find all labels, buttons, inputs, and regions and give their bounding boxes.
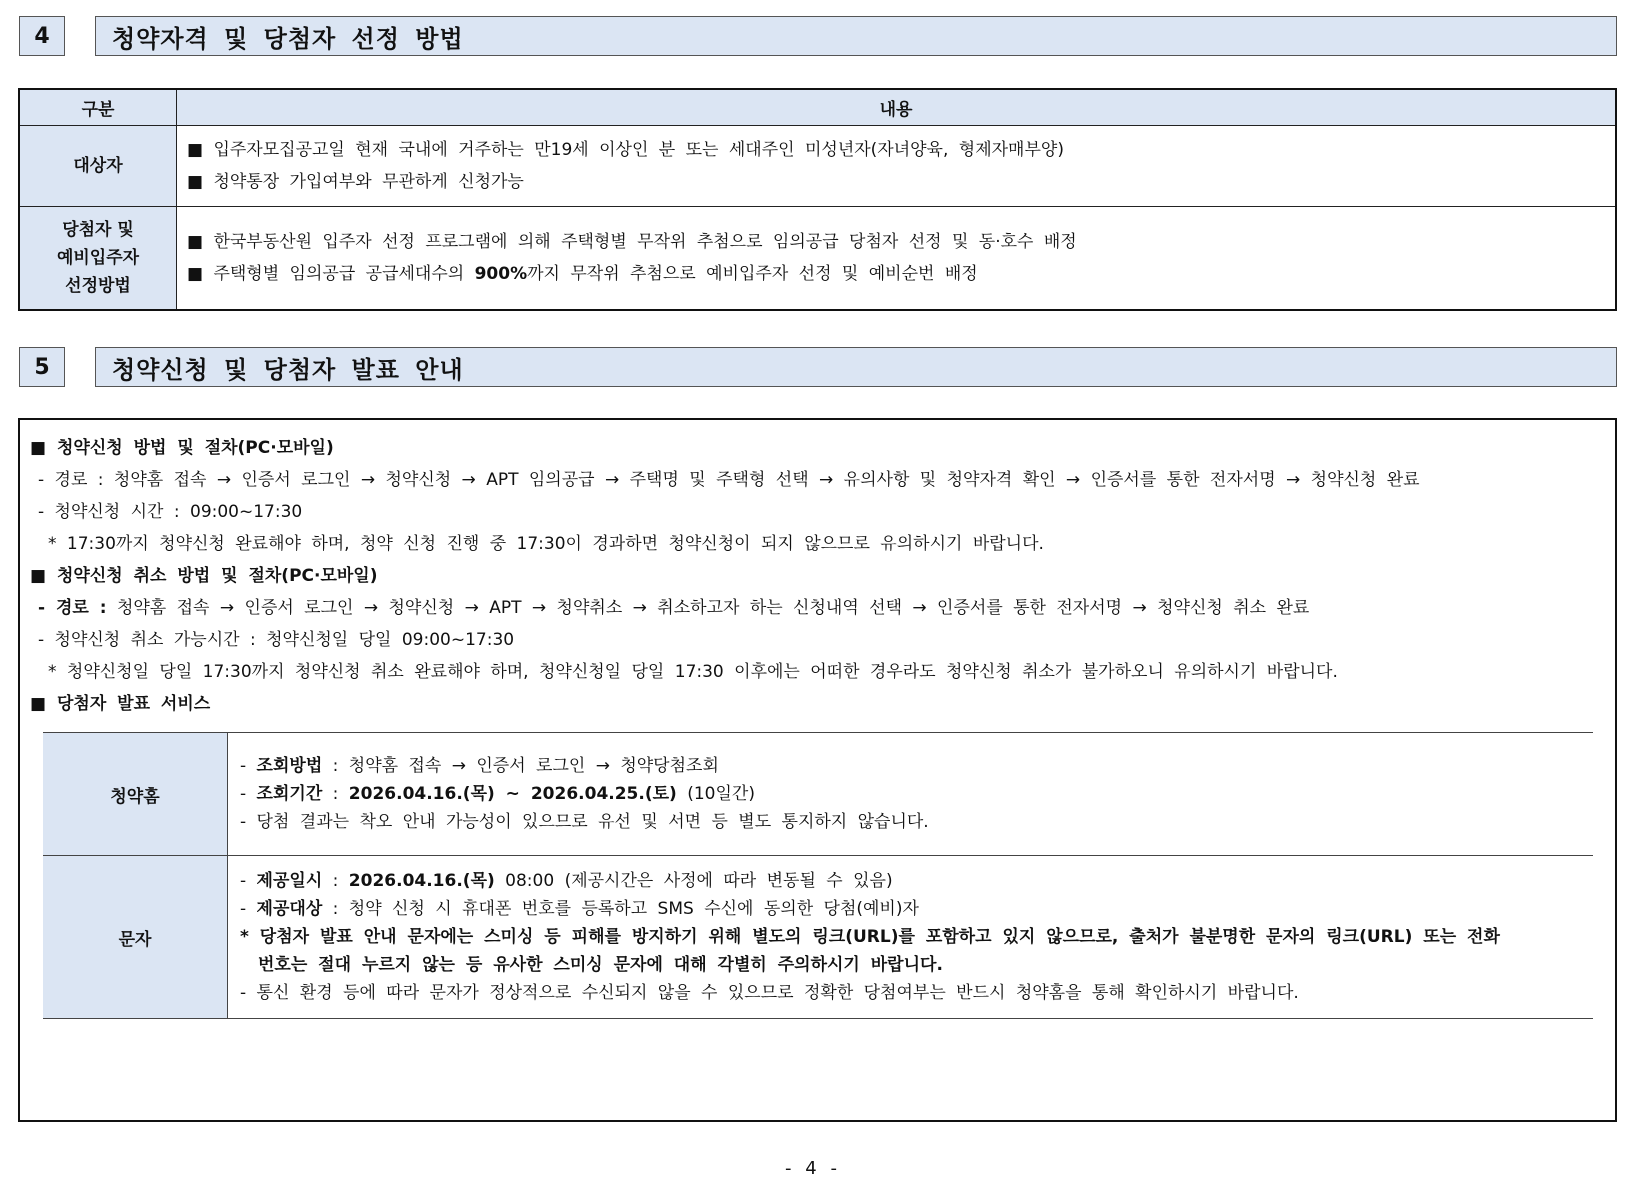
page-number: - 4 -	[785, 1158, 841, 1179]
selection-line-2-pre: ■ 주택형별 임의공급 공급세대수의	[187, 264, 475, 284]
selection-label-line-3: 선정방법	[65, 276, 131, 296]
lookup-method-text: : 청약홈 접속 → 인증서 로그인 → 청약당첨조회	[322, 756, 719, 776]
selection-line-2-post: 까지 무작위 추첨으로 예비입주자 선정 및 예비순번 배정	[527, 264, 978, 284]
selection-line-2-bold: 900%	[474, 264, 528, 284]
cancel-time: - 청약신청 취소 가능시간 : 청약신청일 당일 09:00~17:30	[38, 630, 515, 650]
header-content: 내용	[177, 89, 1617, 126]
sms-target-text: : 청약 신청 시 휴대폰 번호를 등록하고 SMS 수신에 동의한 당첨(예비)자	[322, 899, 919, 919]
row-content-website	[228, 733, 1594, 856]
selection-label-line-1: 당첨자 및	[62, 220, 134, 240]
smishing-warning-line-1: * 당첨자 발표 안내 문자에는 스미싱 등 피해를 방지하기 위해 별도의 링크(URL)를 포함하고 있지 않으므로, 출처가 불분명한 문자의 링크(URL) 또는 전화	[240, 927, 1500, 947]
row-label-target: 대상자	[19, 126, 177, 207]
sms-date-value: 2026.04.16.(목)	[348, 871, 495, 891]
heading-announcement-service: ■ 당첨자 발표 서비스	[30, 694, 211, 714]
lookup-method-label: 조회방법	[256, 756, 323, 776]
selection-line-1: ■ 한국부동산원 입주자 선정 프로그램에 의해 주택형별 무작위 추첨으로 임의공급 당첨자 선정 및 동·호수 배정	[187, 232, 1077, 252]
target-line-2: ■ 청약통장 가입여부와 무관하게 신청가능	[187, 172, 524, 192]
lookup-period-sep: :	[322, 784, 349, 804]
lookup-period-label: 조회기간	[256, 784, 323, 804]
sms-date-sep: :	[322, 871, 349, 891]
cancel-route	[30, 592, 1420, 624]
table-row	[43, 733, 1593, 856]
table-row	[43, 856, 1593, 1019]
row-label-website: 청약홈	[43, 733, 228, 856]
apply-route: - 경로 : 청약홈 접속 → 인증서 로그인 → 청약신청 → APT 임의공급 → 주택명 및 주택형 선택 → 유의사항 및 청약자격 확인 → 인증서를 통한 전자서명 → 청약신청 완료	[38, 470, 1420, 490]
cancel-time-note: * 청약신청일 당일 17:30까지 청약신청 취소 완료해야 하며, 청약신청일 당일 17:30 이후에는 어떠한 경우라도 청약신청 취소가 불가하오니 유의하시기 바랍니다.	[48, 662, 1338, 682]
application-info-lines	[30, 432, 1420, 720]
table-row	[19, 126, 1616, 207]
section-5-title: 청약신청 및 당첨자 발표 안내	[95, 347, 1617, 387]
smishing-warning-line-2: 번호는 절대 누르지 않는 등 유사한 스미싱 문자에 대해 각별히 주의하시기 바랍니다.	[258, 955, 943, 975]
sms-target-dash: -	[240, 899, 257, 919]
sms-date-label: 제공일시	[256, 871, 323, 891]
table-header-row	[19, 89, 1616, 126]
heading-cancel-method: ■ 청약신청 취소 방법 및 절차(PC·모바일)	[30, 566, 378, 586]
row-label-sms: 문자	[43, 856, 228, 1019]
lookup-notice: - 당첨 결과는 착오 안내 가능성이 있으므로 유선 및 서면 등 별도 통지하지 않습니다.	[240, 812, 929, 832]
eligibility-table	[18, 88, 1617, 311]
lookup-period-dash: -	[240, 784, 257, 804]
apply-time: - 청약신청 시간 : 09:00~17:30	[38, 502, 303, 522]
row-content-selection	[177, 207, 1617, 311]
lookup-period-duration: (10일간)	[676, 784, 755, 804]
header-category: 구분	[19, 89, 177, 126]
announcement-table	[43, 732, 1593, 1019]
row-content-target	[177, 126, 1617, 207]
section-4-title: 청약자격 및 당첨자 선정 방법	[95, 16, 1617, 56]
selection-line-2	[187, 258, 1605, 290]
selection-label-line-2: 예비입주자	[56, 248, 140, 268]
sms-date-dash: -	[240, 871, 257, 891]
sms-date-rest: 08:00 (제공시간은 사정에 따라 변동될 수 있음)	[494, 871, 893, 891]
lookup-period	[240, 780, 1581, 808]
cancel-route-text: 청약홈 접속 → 인증서 로그인 → 청약신청 → APT → 청약취소 → 취소하고자 하는 신청내역 선택 → 인증서를 통한 전자서명 → 청약신청 취소 완료	[106, 598, 1310, 618]
heading-apply-method: ■ 청약신청 방법 및 절차(PC·모바일)	[30, 438, 334, 458]
table-row	[19, 207, 1616, 311]
cancel-route-label: - 경로 :	[38, 598, 107, 618]
section-4-number: 4	[19, 16, 65, 56]
lookup-period-dates: 2026.04.16.(목) ~ 2026.04.25.(토)	[348, 784, 677, 804]
row-content-sms	[228, 856, 1594, 1019]
sms-reception-notice: - 통신 환경 등에 따라 문자가 정상적으로 수신되지 않을 수 있으므로 정확한 당첨여부는 반드시 청약홈을 통해 확인하시기 바랍니다.	[240, 983, 1299, 1003]
lookup-method-dash: -	[240, 756, 257, 776]
apply-time-note: * 17:30까지 청약신청 완료해야 하며, 청약 신청 진행 중 17:30이 경과하면 청약신청이 되지 않으므로 유의하시기 바랍니다.	[48, 534, 1044, 554]
section-5-number: 5	[19, 347, 65, 387]
lookup-method	[240, 752, 1581, 780]
sms-target	[240, 895, 1581, 923]
row-label-selection	[19, 207, 177, 311]
sms-target-label: 제공대상	[256, 899, 323, 919]
sms-date	[240, 867, 1581, 895]
target-line-1: ■ 입주자모집공고일 현재 국내에 거주하는 만19세 이상인 분 또는 세대주인 미성년자(자녀양육, 형제자매부양)	[187, 140, 1064, 160]
application-info-box	[18, 418, 1617, 1122]
